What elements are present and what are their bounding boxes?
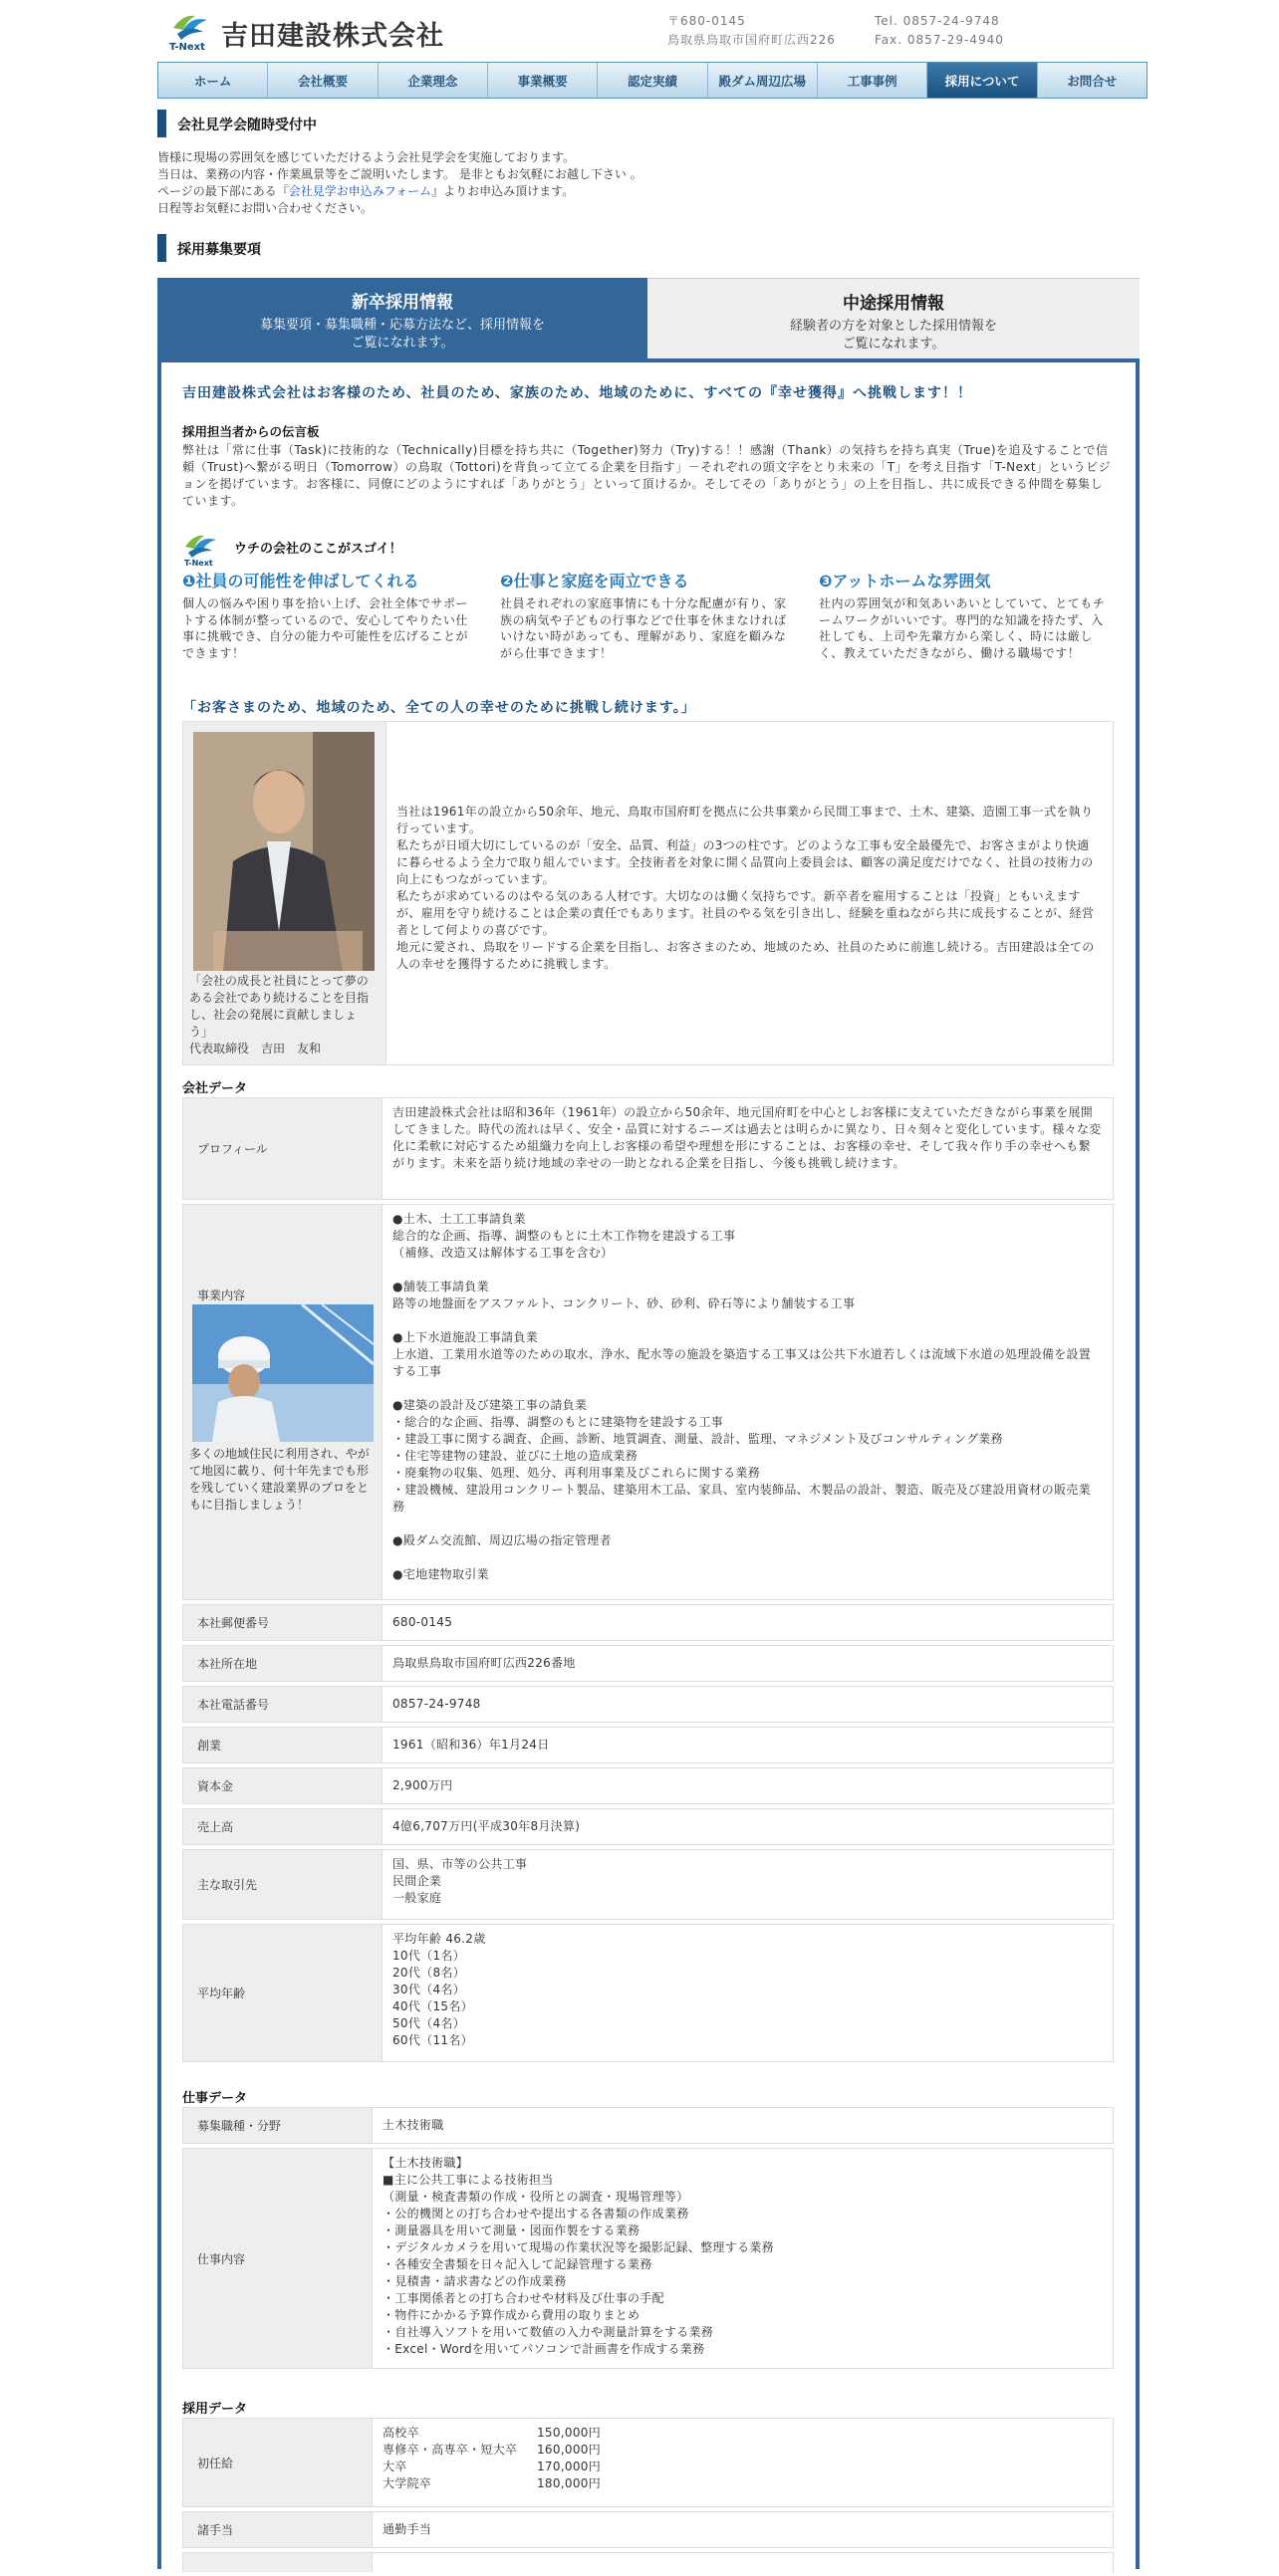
row-value: 2,900万円 (392, 1778, 453, 1792)
row-key: 本社電話番号 (183, 1687, 383, 1722)
business-photo (192, 1304, 374, 1442)
feature-1-body: 個人の悩みや困り事を拾い上げ、会社全体でサポートする体制が整っているので、安心してやりたい仕事に挑戦でき、自分の能力や可能性を広げることができます！ (182, 596, 469, 660)
business-photo-illustration (192, 1304, 374, 1442)
visit-heading-text: 会社見学会随時受付中 (177, 117, 317, 133)
row-value: 平均年齢 46.2歳 10代（1名） 20代（8名） 30代（4名） 40代（15名） 50代（4名） 60代（11名） (392, 1932, 486, 2047)
visit-line-4: 日程等お気軽にお問い合わせください。 (157, 201, 374, 215)
table-row (182, 1604, 1114, 1641)
row-value (373, 2553, 1113, 2572)
tab-mid-desc-1: 経験者の方を対象とした採用情報を (789, 319, 997, 334)
nav-works[interactable]: 工事事例 (818, 63, 927, 98)
tab-new-desc-1: 募集要項・募集職種・応募方法など、採用情報を (259, 318, 545, 333)
tab-mid-desc-2: ご覧になれます。 (842, 337, 945, 351)
salary-row (383, 2459, 1103, 2475)
row-key: 主な取引先 (183, 1850, 383, 1919)
visit-line-3-post: よりお申込み頂けます。 (443, 184, 575, 198)
heading-bar (157, 110, 166, 137)
company-logo[interactable] (169, 10, 468, 56)
job-data-table (182, 2107, 1114, 2373)
tab-new-title: 新卒採用情報 (352, 293, 453, 313)
row-value: 680-0145 (392, 1615, 453, 1629)
table-row (182, 1767, 1114, 1804)
table-row (182, 2418, 1114, 2507)
visit-line-2: 当日は、業務の内容・作業風景等をご説明いたします。 是非ともお気軽にお越し下さい 。 (157, 167, 642, 181)
table-row (182, 1097, 1114, 1200)
ceo-photo (193, 732, 375, 971)
nav-contact[interactable]: お問合せ (1067, 73, 1118, 89)
row-key: 仕事内容 (183, 2149, 373, 2368)
table-row (182, 1924, 1114, 2062)
business-key-label: 事業内容 (197, 1288, 246, 1302)
ceo-left-column (183, 722, 386, 1064)
hiring-data-table (182, 2418, 1114, 2576)
table-row (182, 2148, 1114, 2369)
row-value: ●土木、土工工事請負業 総合的な企画、指導、調整のもとに土木工作物を建設する工事 （補修、改造又は解体する工事を含む） ●舗装工事請負業 路等の地盤面をアスファルト、コンクリート、砂、砂利、砕石等により舗装する工事 ●上下水道施設工事請負業 上水道、工業用水道等のための取水、浄水、配水等の施設を築造する工事又は公共下水道若しくは流域下水道の処理設備を設置する工事 ●建築の設計及び建築工事の請負業 ・総合的な企画、指導、調整のもとに建築物を建設する工事 ・建設工事に関する調査、企画、診断、地質調査、測量、設計、監理、マネジメント及びコンサルティング業務 ・住宅等建物の建設、並びに土地の造成業務 ・廃棄物の収集、処理、処分、再利用事業及びこれらに関する業務 ・建設機械、建設用コンクリート製品、建築用木工品、家具、室内装飾品、木製品の設計、製造、販売及び建設用資材の販売業務 ●殿ダム交流館、周辺広場の指定管理者 ●宅地建物取引業 (392, 1212, 1092, 1581)
salary-amount: 150,000円 (537, 2426, 602, 2440)
salary-level: 高校卒 (383, 2426, 419, 2440)
header-tel: Tel. 0857-24-9748 (875, 14, 1000, 28)
row-value: 通勤手当 (383, 2522, 432, 2536)
tab-mid-career[interactable] (647, 278, 1140, 360)
nav-recruit[interactable]: 採用について (927, 63, 1037, 98)
business-caption: 多くの地域住民に利用され、やがて地図に載り、何十年先までも形を残していく建設業界のプロをともに目指しましょう！ (189, 1447, 370, 1512)
nav-business[interactable]: 事業概要 (488, 63, 598, 98)
row-key: 資本金 (183, 1768, 383, 1803)
row-value: 1961（昭和36）年1月24日 (392, 1738, 550, 1752)
nav-certifications[interactable]: 認定実績 (598, 63, 707, 98)
ceo-quote-heading: 「お客さまのため、地域のため、全ての人の幸せのために挑戦し続けます。」 (182, 700, 696, 716)
global-nav (157, 62, 1148, 99)
salary-list (373, 2419, 1113, 2506)
tab-mid-desc (647, 318, 1140, 353)
nav-home[interactable]: ホーム (158, 63, 268, 98)
sugoi-title: ウチの会社のここがスゴイ！ (234, 542, 402, 557)
salary-amount: 180,000円 (537, 2476, 602, 2490)
table-row (182, 1849, 1114, 1920)
tab-new-desc (157, 317, 647, 352)
header-contact (875, 12, 1004, 50)
row-key: 諸手当 (183, 2512, 373, 2547)
row-value: 4億6,707万円(平成30年8月決算) (392, 1819, 581, 1833)
salary-row (383, 2442, 1103, 2459)
row-value: 【土木技術職】 ■主に公共工事による技術担当 （測量・検査書類の作成・役所との調査・現場管理等） ・公的機関との打ち合わせや提出する各書類の作成業務 ・測量器具を用いて測量・図面作製をする業務 ・デジタルカメラを用いて現場の作業状況等を撮影記録、整理する業務 ・各種安全書類を日々記入して記録管理する業務 ・見積書・請求書などの作成業務 ・工事関係者との打ち合わせや材料及び仕事の手配 ・物件にかかる予算作成から費用の取りまとめ ・自社導入ソフトを用いて数値の入力や測量計算をする業務 ・Excel・Wordを用いてパソコンで計画書を作成する業務 (383, 2156, 774, 2356)
recruit-heading-text: 採用募集要項 (177, 242, 261, 258)
table-row (182, 2107, 1114, 2144)
table-row (182, 2511, 1114, 2548)
feature-2-body: 社員それぞれの家庭事情にも十分な配慮が有り、家族の病気や子どもの行事などで仕事を休まなければいけない時があっても、理解があり、家庭を顧みながら仕事できます！ (500, 596, 787, 660)
visit-heading (157, 110, 1148, 137)
nav-philosophy[interactable]: 企業理念 (379, 63, 488, 98)
heading-bar (157, 234, 166, 262)
row-key: 本社郵便番号 (183, 1605, 383, 1640)
table-row (182, 1645, 1114, 1682)
row-key: 創業 (183, 1728, 383, 1762)
message-body: 弊社は「常に仕事（Task)に技術的な（Technically)目標を持ち共に（Together)努力（Try)する！！感謝（Thank）の気持ちを持ち真実（True)を追及することで信頼（Trust)へ繋がる明日（Tomorrow）の鳥取（Tottori)を背負って立てる企業を目指す」－それぞれの頭文字をとり未来の「T」を考え目指す「T-Next」というビジョンを掲げています。お客様に、同僚にどのようにすれば「ありがとう」といって頂けるか。そしてその「ありがとう」の上を目指し、共に成長できる仲間を募集しています。 (182, 443, 1112, 508)
salary-amount: 160,000円 (537, 2443, 602, 2457)
company-data-table (182, 1097, 1114, 2066)
site-header (157, 0, 1148, 60)
nav-dam-park[interactable]: 殿ダム周辺広場 (708, 63, 818, 98)
feature-3-body: 社内の雰囲気が和気あいあいとしていて、とてもチームワークがいいです。専門的な知識を持たず、入社しても、上司や先輩方から楽しく、時には厳しく、教えていただきながら、働ける職場です！ (819, 596, 1106, 660)
visit-line-1: 皆様に現場の雰囲気を感じていただけるよう会社見学会を実施しております。 (157, 150, 576, 164)
table-row (182, 1204, 1114, 1600)
salary-level: 大学院卒 (383, 2476, 432, 2490)
salary-row (383, 2475, 1103, 2492)
header-postal: 〒680-0145 (667, 14, 746, 28)
tab-new-graduate[interactable] (157, 278, 647, 360)
tab-new-desc-2: ご覧になれます。 (351, 336, 454, 351)
ceo-photo-illustration (193, 732, 375, 971)
row-key (183, 1205, 383, 1599)
hiring-data-heading: 採用データ (182, 2402, 248, 2417)
row-key: 募集職種・分野 (183, 2108, 373, 2143)
message-title: 採用担当者からの伝言板 (182, 424, 320, 439)
visit-line-3-pre: ページの最下部にある (157, 184, 277, 198)
feature-2-title: ❷仕事と家庭を両立できる (500, 572, 689, 590)
header-address-text: 鳥取県鳥取市国府町広西226 (667, 33, 836, 47)
table-row (182, 1686, 1114, 1723)
feature-3 (819, 569, 1108, 661)
company-data-heading: 会社データ (182, 1081, 248, 1096)
row-value: 0857-24-9748 (392, 1697, 481, 1711)
table-row (182, 1808, 1114, 1845)
recruit-heading (157, 234, 1148, 262)
row-value: 国、県、市等の公共工事 民間企業 一般家庭 (392, 1857, 528, 1905)
header-address (667, 12, 836, 50)
feature-1 (182, 569, 471, 661)
ceo-caption: 「会社の成長と社員にとって夢のある会社であり続けることを目指し、社会の発展に貢献しましょう」 代表取締役 吉田 友和 (189, 974, 370, 1055)
feature-3-title: ❸アットホームな雰囲気 (819, 572, 991, 590)
visit-intro (157, 149, 1054, 217)
t-next-logo-icon (182, 531, 220, 567)
feature-2 (500, 569, 789, 661)
visit-form-link[interactable]: 『会社見学お申込みフォーム』 (276, 184, 444, 198)
row-key: 売上高 (183, 1809, 383, 1844)
row-value: 吉田建設株式会社は昭和36年（1961年）の設立から50余年、地元国府町を中心としお客様に支えていただきながら事業を展開してきました。時代の流れは早く、安全・品質に対するニーズは過去とは明らかに異なり、日々刻々と変化しています。様々な変化に柔軟に対応するため組織力を向上しお客様の希望や理想を形にすることは、お客様の幸せ、そして我々作り手の幸せへも繋がります。未来を語り続け地域の幸せの一助となれる企業を目指し、今後も挑戦し続けます。 (392, 1105, 1102, 1170)
visit-line-3 (157, 183, 1054, 200)
salary-row (383, 2425, 1103, 2442)
svg-text:T-Next: T-Next (184, 559, 213, 567)
salary-level: 専修卒・高専卒・短大卒 (383, 2443, 518, 2457)
row-value: 鳥取県鳥取市国府町広西226番地 (392, 1656, 576, 1670)
row-key (183, 2553, 373, 2572)
ceo-message-box (182, 721, 1114, 1065)
nav-company[interactable]: 会社概要 (268, 63, 378, 98)
ceo-right-column (386, 722, 1113, 1064)
row-key: 本社所在地 (183, 1646, 383, 1681)
header-fax: Fax. 0857-29-4940 (875, 33, 1004, 47)
table-row (182, 1727, 1114, 1763)
job-data-heading: 仕事データ (182, 2091, 248, 2106)
row-key: 平均年齢 (183, 1925, 383, 2061)
row-key: プロフィール (183, 1098, 383, 1199)
feature-1-title: ❶社員の可能性を伸ばしてくれる (182, 572, 419, 590)
tab-mid-title: 中途採用情報 (843, 294, 944, 314)
salary-level: 大卒 (383, 2459, 407, 2473)
logo-subtext: T-Next (169, 42, 205, 53)
ceo-message-text: 当社は1961年の設立から50余年、地元、鳥取市国府町を拠点に公共事業から民間工事まで、土木、建築、造園工事一式を執り行っています。 私たちが日頃大切にしているのが「安全、品質、利益」の3つの柱です。どのような工事も安全最優先で、お客さまがより快適に暮らせるよう全力で取り組んでいます。全技術者を対象に開く品質向上委員会は、顧客の満足度だけでなく、社員の技術力の向上にもつながっています。 私たちが求めているのはやる気のある人材です。大切なのは働く気持ちです。新卒者を雇用することは「投資」ともいえますが、雇用を守り続けることは企業の責任でもあります。社員のやる気を引き出し、経験を重ねながら共に成長することが、経営者として何よりの喜びです。 地元に愛され、鳥取をリードする企業を目指し、お客さまのため、地域のため、社員のために前進し続ける。吉田建設は全ての人の幸せを獲得するために挑戦します。 (396, 805, 1095, 971)
row-key: 初任給 (183, 2419, 373, 2506)
company-name: 吉田建設株式会社 (221, 21, 444, 52)
table-row (182, 2552, 1114, 2572)
salary-amount: 170,000円 (537, 2459, 602, 2473)
recruit-slogan: 吉田建設株式会社はお客様のため、社員のため、家族のため、地域のために、すべての『幸せ獲得』へ挑戦します！！ (182, 385, 973, 401)
row-value: 土木技術職 (383, 2118, 444, 2132)
